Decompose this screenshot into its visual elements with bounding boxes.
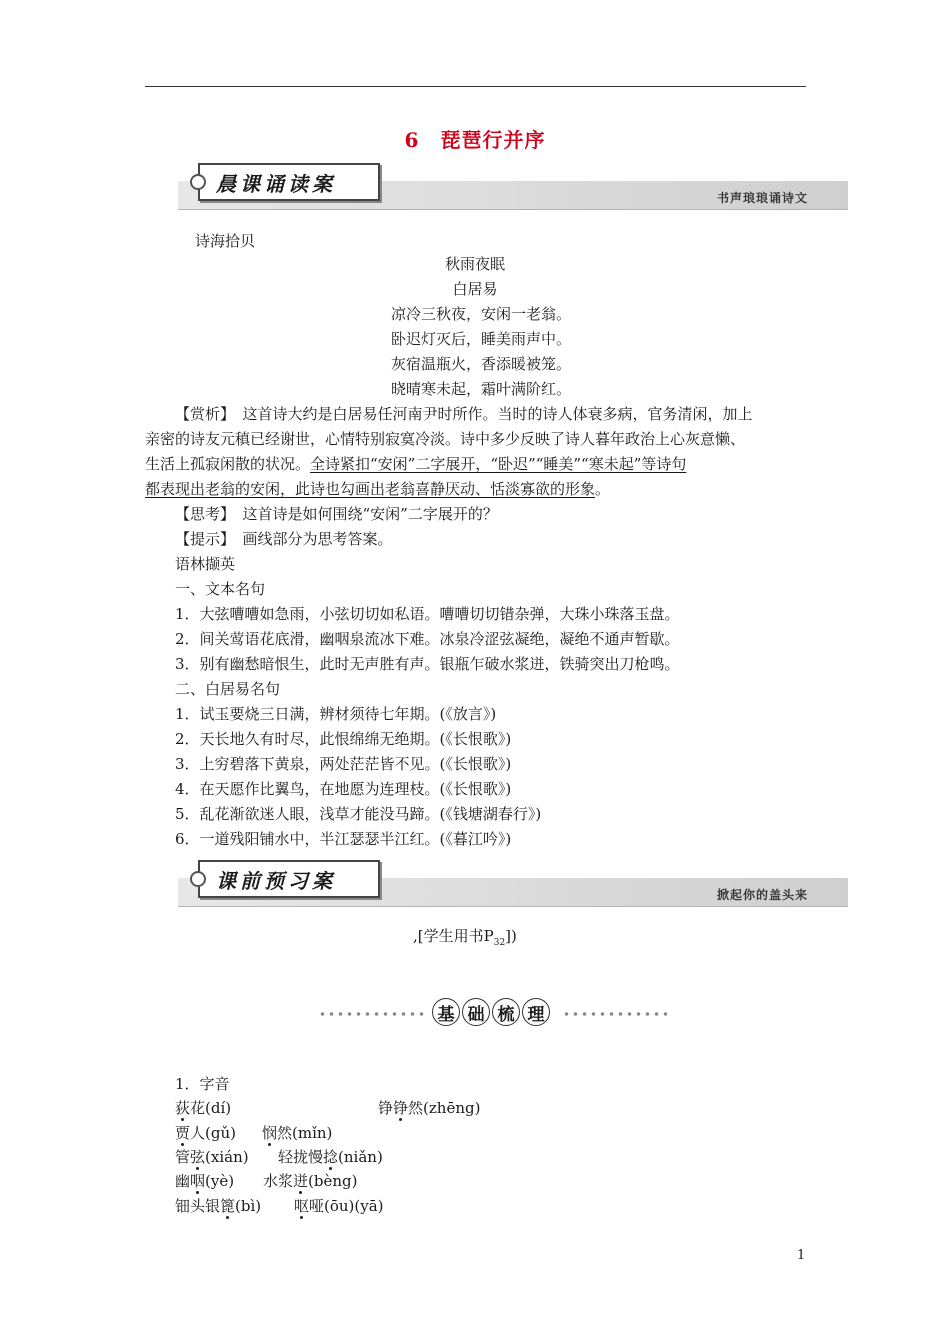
section-badge bbox=[432, 998, 550, 1026]
section-heading: 诗海拾贝 bbox=[195, 232, 256, 250]
list-item: 1．试玉要烧三日满，辨材须待七年期。(《放言》) bbox=[175, 705, 497, 723]
appreciation-text: 亲密的诗友元稹已经谢世，心情特别寂寞冷淡。诗中多少反映了诗人暮年政治上心灰意懒、 bbox=[145, 430, 746, 448]
appreciation-text: 都表现出老翁的安闲，此诗也勾画出老翁喜静厌动、恬淡寡欲的形象。 bbox=[145, 480, 611, 498]
subsection-title: 二、白居易名句 bbox=[175, 680, 281, 698]
pronunciation-item: 幽咽(yè) bbox=[175, 1172, 235, 1190]
banner-slogan: 书声琅琅诵诗文 bbox=[716, 191, 808, 205]
banner-slogan: 掀起你的盖头来 bbox=[716, 888, 808, 902]
banner-morning-reading bbox=[178, 171, 848, 210]
think-question: 【思考】 这首诗是如何围绕“安闲”二字展开的？ bbox=[175, 505, 498, 523]
pronunciation-item: 呕哑(ōu)(yā) bbox=[294, 1197, 384, 1215]
page-number: 1 bbox=[797, 1248, 806, 1263]
list-item: 1．大弦嘈嘈如急雨，小弦切切如私语。嘈嘈切切错杂弹，大珠小珠落玉盘。 bbox=[175, 605, 680, 623]
hint-text: 【提示】 画线部分为思考答案。 bbox=[175, 530, 393, 548]
appreciation-text: 生活上孤寂闲散的状况。全诗紧扣“安闲”二字展开，“卧迟”“睡美”“寒未起”等诗句 bbox=[145, 455, 687, 473]
pronunciation-item: 轻拢慢捻(niǎn) bbox=[278, 1148, 383, 1166]
badge-char: 梳 bbox=[492, 998, 520, 1026]
underlined-answer: 全诗紧扣“安闲”二字展开，“卧迟”“睡美”“寒未起”等诗句 bbox=[310, 455, 687, 473]
banner-label-box bbox=[198, 860, 380, 898]
banner-label: 课前预习案 bbox=[216, 868, 336, 893]
badge-char: 理 bbox=[522, 998, 550, 1026]
top-rule bbox=[145, 86, 806, 87]
underlined-answer: 都表现出老翁的安闲，此诗也勾画出老翁喜静厌动、恬淡寡欲的形象 bbox=[145, 480, 596, 498]
list-item: 2．间关莺语花底滑，幽咽泉流冰下难。冰泉冷涩弦凝绝，凝绝不通声暂歇。 bbox=[175, 630, 680, 648]
list-item: 6．一道残阳铺水中，半江瑟瑟半江红。(《暮江吟》) bbox=[175, 830, 512, 848]
banner-label: 晨课诵读案 bbox=[216, 171, 336, 196]
pronunciation-item: 管弦(xián) bbox=[175, 1148, 249, 1166]
lesson-title: 6 琵琶行并序 bbox=[404, 128, 546, 152]
poem-author: 白居易 bbox=[452, 280, 498, 298]
pronunciation-item: 铮铮然(zhēng) bbox=[378, 1099, 481, 1117]
pronunciation-item: 悯然(mǐn) bbox=[262, 1124, 333, 1142]
list-item: 5．乱花渐欲迷人眼，浅草才能没马蹄。(《钱塘湖春行》) bbox=[175, 805, 542, 823]
list-item: 2．天长地久有时尽，此恨绵绵无绝期。(《长恨歌》) bbox=[175, 730, 512, 748]
list-item: 3．上穷碧落下黄泉，两处茫茫皆不见。(《长恨歌》) bbox=[175, 755, 512, 773]
poem-title: 秋雨夜眠 bbox=[444, 255, 505, 273]
poem-line: 灰宿温瓶火，香添暖被笼。 bbox=[391, 355, 572, 373]
poem-line: 凉冷三秋夜，安闲一老翁。 bbox=[391, 305, 572, 323]
student-book-ref: ,[学生用书$P_{32}$]) bbox=[413, 927, 517, 948]
pronunciation-item: 水浆迸(bèng) bbox=[263, 1172, 358, 1190]
section-heading: 语林撷英 bbox=[175, 555, 236, 573]
circle-icon bbox=[190, 871, 206, 887]
poem-line: 晓晴寒未起，霜叶满阶红。 bbox=[391, 380, 572, 398]
badge-char: 础 bbox=[462, 998, 490, 1026]
list-item: 4．在天愿作比翼鸟，在地愿为连理枝。(《长恨歌》) bbox=[175, 780, 512, 798]
banner-preview bbox=[178, 868, 848, 907]
pronunciation-item: 荻花(dí) bbox=[175, 1099, 232, 1117]
subsection-title: 1．字音 bbox=[175, 1075, 230, 1093]
badge-char: 基 bbox=[432, 998, 460, 1026]
circle-icon bbox=[190, 174, 206, 190]
dots-divider bbox=[318, 1012, 428, 1016]
poem-line: 卧迟灯灭后，睡美雨声中。 bbox=[391, 330, 572, 348]
pronunciation-item: 贾人(gǔ) bbox=[175, 1124, 236, 1142]
pronunciation-item: 钿头银篦(bì) bbox=[175, 1197, 262, 1215]
dots-divider bbox=[562, 1012, 672, 1016]
subsection-title: 一、文本名句 bbox=[175, 580, 266, 598]
list-item: 3．别有幽愁暗恨生，此时无声胜有声。银瓶乍破水浆迸，铁骑突出刀枪鸣。 bbox=[175, 655, 680, 673]
appreciation-text: 【赏析】 这首诗大约是白居易任河南尹时所作。当时的诗人体衰多病，官务清闲，加上 bbox=[175, 405, 753, 423]
banner-label-box bbox=[198, 163, 380, 201]
